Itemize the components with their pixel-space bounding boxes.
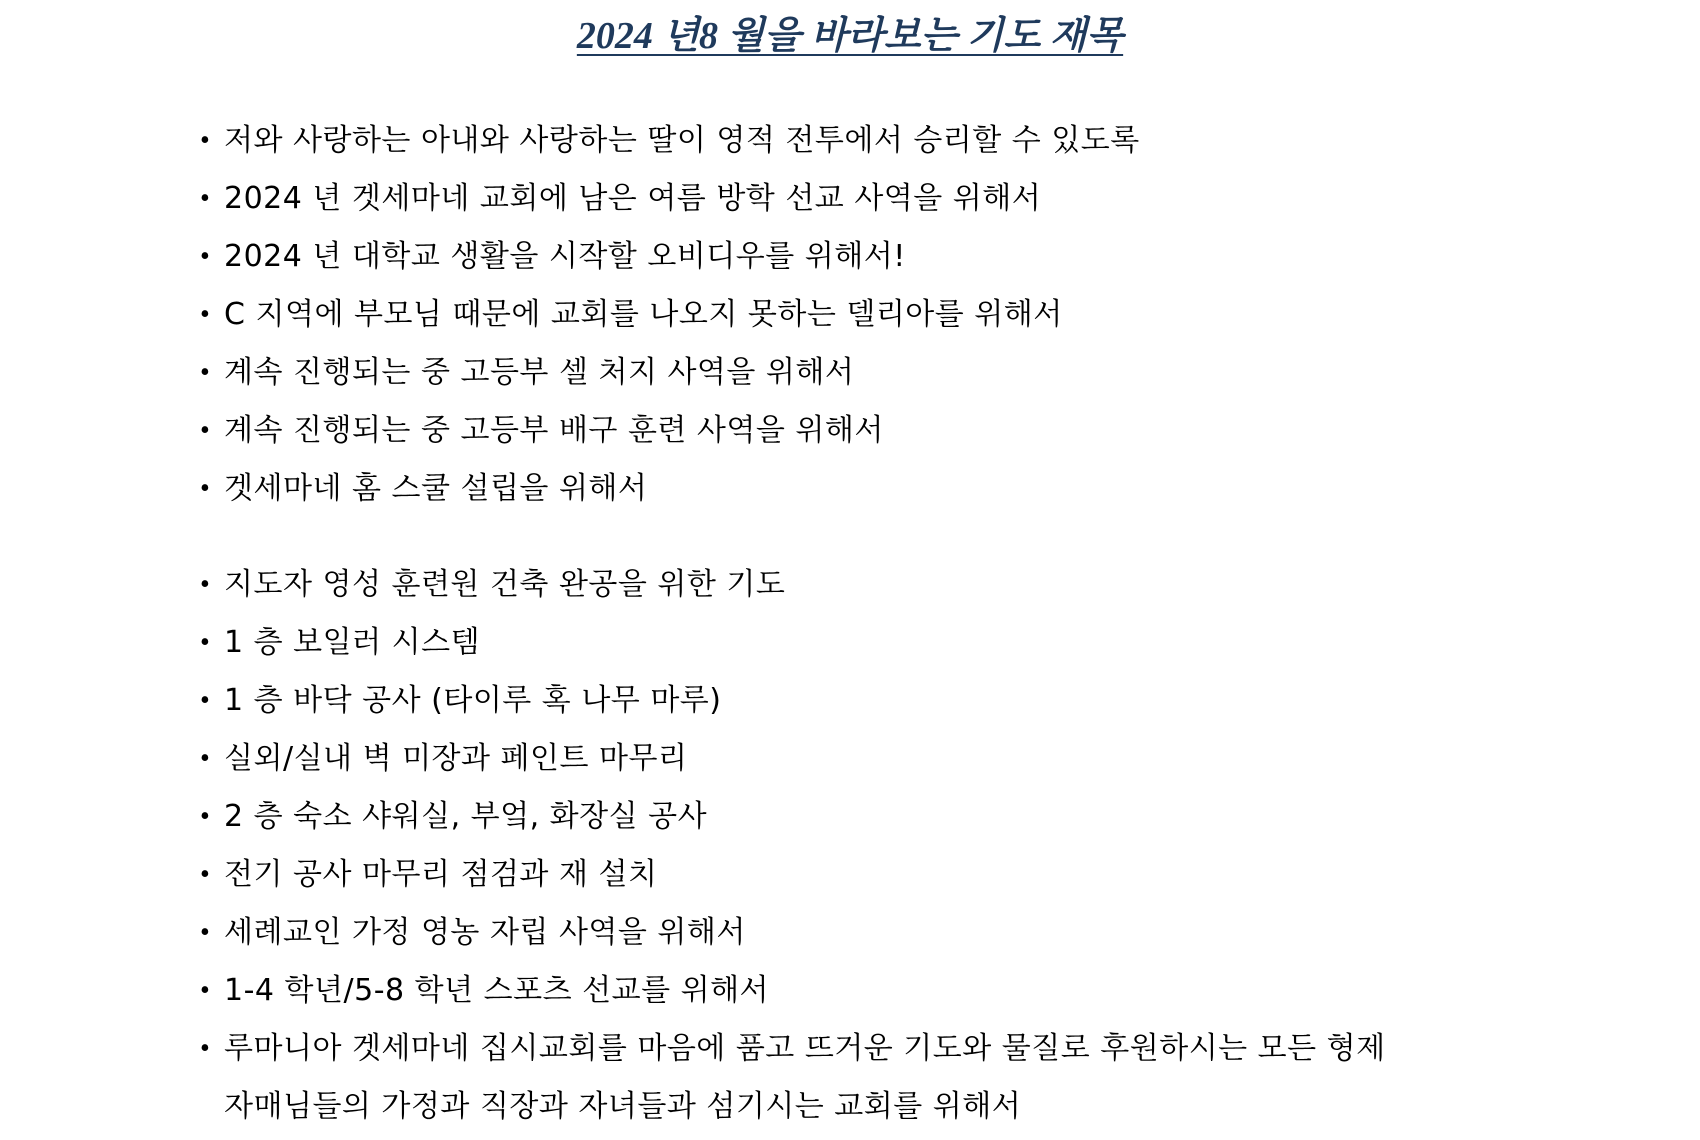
list-item (198, 556, 1386, 614)
bullet-icon: • (200, 183, 211, 214)
page-title: 2024 년8 월을 바라보는 기도 재목 (576, 15, 1124, 57)
list-item-text: 2 층 숙소 샤워실, 부엌, 화장실 공사 (224, 799, 708, 834)
list-item (198, 846, 1386, 904)
list-item-text: 계속 진행되는 중 고등부 셀 처지 사역을 위해서 (224, 355, 855, 390)
bullet-icon: • (200, 473, 211, 504)
list-item (198, 614, 1386, 672)
list-item (198, 962, 1386, 1020)
bullet-icon: • (200, 859, 211, 890)
list-item-text: 1 층 보일러 시스템 (224, 625, 481, 660)
list-item-text: 1-4 학년/5-8 학년 스포츠 선교를 위해서 (224, 973, 770, 1008)
list-item-text: 겟세마네 홈 스쿨 설립을 위해서 (224, 471, 648, 506)
list-item-text: 2024 년 대학교 생활을 시작할 오비디우를 위해서! (224, 239, 906, 274)
bullet-icon: • (200, 357, 211, 388)
bullet-icon: • (200, 627, 211, 658)
bullet-icon: • (200, 299, 211, 330)
prayer-list-ministry (198, 556, 1386, 1136)
list-item-text: 저와 사랑하는 아내와 사랑하는 딸이 영적 전투에서 승리할 수 있도록 (224, 123, 1140, 158)
list-item (198, 730, 1386, 788)
list-item-text: 루마니아 겟세마네 집시교회를 마음에 품고 뜨거운 기도와 물질로 후원하시는 모든 형제 자매님들의 가정과 직장과 자녀들과 섬기시는 교회를 위해서 (224, 1031, 1386, 1124)
bullet-icon: • (200, 685, 211, 716)
list-item (198, 344, 1140, 402)
prayer-list-personal (198, 112, 1140, 518)
bullet-icon: • (200, 415, 211, 446)
bullet-icon: • (200, 1033, 211, 1064)
list-item-text: 2024 년 겟세마네 교회에 남은 여름 방학 선교 사역을 위해서 (224, 181, 1042, 216)
list-item-text: 계속 진행되는 중 고등부 배구 훈련 사역을 위해서 (224, 413, 884, 448)
bullet-icon: • (200, 569, 211, 600)
list-item (198, 904, 1386, 962)
list-item (198, 228, 1140, 286)
bullet-icon: • (200, 801, 211, 832)
list-item (198, 170, 1140, 228)
list-item (198, 460, 1140, 518)
list-item-text: 전기 공사 마무리 점검과 재 설치 (224, 857, 658, 892)
list-item (198, 788, 1386, 846)
bullet-icon: • (200, 743, 211, 774)
list-item-text: 1 층 바닥 공사 (타이루 혹 나무 마루) (224, 683, 722, 718)
list-item-text: C 지역에 부모님 때문에 교회를 나오지 못하는 델리아를 위해서 (224, 297, 1063, 332)
list-item (198, 402, 1140, 460)
bullet-icon: • (200, 975, 211, 1006)
list-item-text: 실외/실내 벽 미장과 페인트 마무리 (224, 741, 688, 776)
bullet-icon: • (200, 125, 211, 156)
list-item (198, 286, 1140, 344)
list-item (198, 112, 1140, 170)
list-item-text: 지도자 영성 훈련원 건축 완공을 위한 기도 (224, 567, 786, 602)
list-item (198, 672, 1386, 730)
list-item-text: 세례교인 가정 영농 자립 사역을 위해서 (224, 915, 746, 950)
bullet-icon: • (200, 917, 211, 948)
bullet-icon: • (200, 241, 211, 272)
list-item (198, 1020, 1386, 1136)
